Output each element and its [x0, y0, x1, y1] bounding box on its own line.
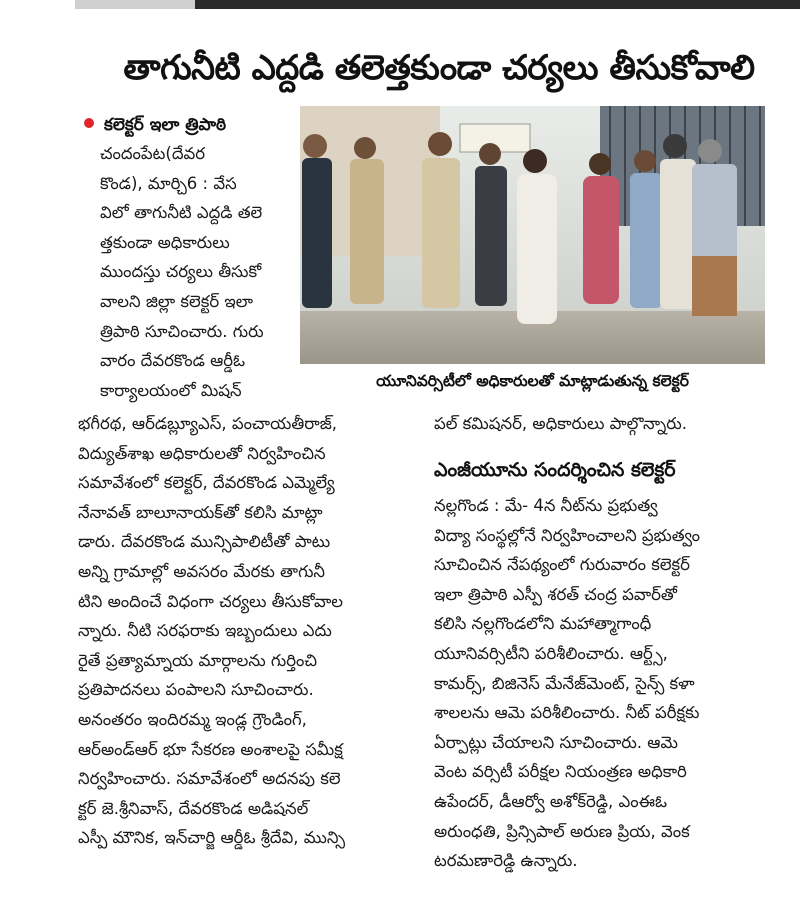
intro-line: త్రిపాఠి సూచించారు. గురు	[100, 321, 264, 341]
body-line: డారు. దేవరకొండ మున్సిపాలిటీతో పాటు	[78, 532, 331, 552]
intro-line: ముందస్తు చర్యలు తీసుకో	[100, 262, 262, 282]
body-line: క్టర్ జె.శ్రీనివాస్, దేవరకొండ అడిషనల్	[78, 798, 309, 818]
top-rule-dark	[195, 0, 800, 9]
intro-line: వారం దేవరకొండ ఆర్డీఓ	[100, 351, 246, 371]
sub-body-line: విద్యా సంస్థల్లోనే నిర్వహించాలని ప్రభుత్వం	[434, 525, 701, 545]
intro-line: వాలని జిల్లా కలెక్టర్ ఇలా	[100, 291, 253, 311]
body-line: సమావేశంలో కలెక్టర్, దేవరకొండ ఎమ్మెల్యే	[78, 473, 335, 493]
sub-body-line: అరుంధతి, ప్రిన్సిపాల్ అరుణ ప్రియ, వెంక	[434, 821, 690, 841]
body-line: రైతే ప్రత్యామ్నాయ మార్గాలను గుర్తించి	[78, 650, 318, 670]
article-headline: తాగునీటి ఎద్దడి తలెత్తకుండా చర్యలు తీసుకోవాలి	[123, 48, 755, 88]
sub-body-line: వెంట వర్సిటీ పరీక్షల నియంత్రణ అధికారి	[434, 762, 687, 782]
continuation-column	[434, 409, 800, 439]
body-line: ఆర్‌అండ్‌ఆర్ భూ సేకరణ అంశాలపై సమీక్ష	[78, 739, 343, 759]
sub-body-line: నల్లగొండ : మే- 4న నీట్‌ను ప్రభుత్వ	[434, 496, 658, 515]
body-line: అన్ని గ్రామాల్లో అవసరం మేరకు తాగునీ	[78, 561, 325, 581]
red-bullet-icon	[84, 118, 94, 128]
body-line: ప్రతిపాదనలు పంపాలని సూచించారు.	[78, 680, 314, 700]
body-line: ఎస్పీ మౌనిక, ఇన్‌చార్జి ఆర్డీఓ శ్రీదేవి, మున్సి	[78, 828, 346, 848]
sub-body-line: కలిసి నల్లగొండలోని మహాత్మాగాంధీ	[434, 614, 652, 634]
intro-line: చందంపేట(దేవర	[100, 144, 205, 163]
sub-body-line: యూనివర్సిటీని పరిశీలించారు. ఆర్ట్స్,	[434, 643, 668, 663]
sub-body-line: శాలలను ఆమె పరిశీలించారు. నీట్ పరీక్షకు	[434, 703, 700, 723]
article-photo	[300, 106, 765, 364]
sub-body-line: కామర్స్, బిజినెస్ మేనేజ్‌మెంట్, సైన్స్ కళా	[434, 673, 695, 693]
body-line: నిర్వహించారు. సమావేశంలో అదనపు కలె	[78, 769, 341, 789]
sub-article-column	[434, 491, 800, 876]
intro-line: కార్యాలయంలో మిషన్	[100, 380, 242, 400]
top-rule	[75, 0, 800, 9]
body-column	[78, 409, 420, 853]
intro-line: త్తకుండా అధికారులు	[100, 232, 230, 252]
body-line: అనంతరం ఇందిరమ్మ ఇండ్ల గ్రౌండింగ్,	[78, 709, 307, 729]
sub-body-line: సూచించిన నేపథ్యంలో గురువారం కలెక్టర్	[434, 555, 690, 575]
body-line: నేనావత్ బాలూనాయక్‌తో కలిసి మాట్లా	[78, 502, 323, 522]
body-line: భగీరథ, ఆర్‌డబ్ల్యూఎస్, పంచాయతీరాజ్,	[78, 414, 338, 433]
sub-body-line: టరమణారెడ్డి ఉన్నారు.	[434, 851, 578, 871]
byline	[84, 113, 226, 137]
photo-caption: యూనివర్సిటీలో అధికారులతో మాట్లాడుతున్న కలెక్టర్	[376, 372, 689, 390]
body-line: టిని అందించే విధంగా చర్యలు తీసుకోవాల	[78, 591, 343, 611]
body-line: న్నారు. నీటి సరఫరాకు ఇబ్బందులు ఎదు	[78, 621, 332, 641]
sub-body-line: ఉపేందర్, డీఆర్వో అశోక్‌రెడ్డి, ఎంఈఓ	[434, 791, 668, 811]
continuation-line: పల్ కమిషనర్, అధికారులు పాల్గొన్నారు.	[434, 414, 687, 433]
sub-body-line: ఏర్పాట్లు చేయాలని సూచించారు. ఆమె	[434, 732, 678, 752]
byline-text: కలెక్టర్ ఇలా త్రిపాఠి	[104, 115, 227, 135]
sub-headline: ఎంజీయూను సందర్శించిన కలెక్టర్	[434, 459, 676, 481]
sub-body-line: ఇలా త్రిపాఠి ఎస్పీ శరత్ చంద్ర పవార్‌తో	[434, 584, 678, 604]
top-rule-light	[75, 0, 195, 9]
intro-line: విలో తాగునీటి ఎద్దడి తలె	[100, 203, 263, 223]
body-line: విద్యుత్‌శాఖ అధికారులతో నిర్వహించిన	[78, 443, 326, 463]
intro-line: కొండ), మార్చి6 : వేస	[100, 173, 237, 193]
intro-column	[100, 139, 290, 405]
